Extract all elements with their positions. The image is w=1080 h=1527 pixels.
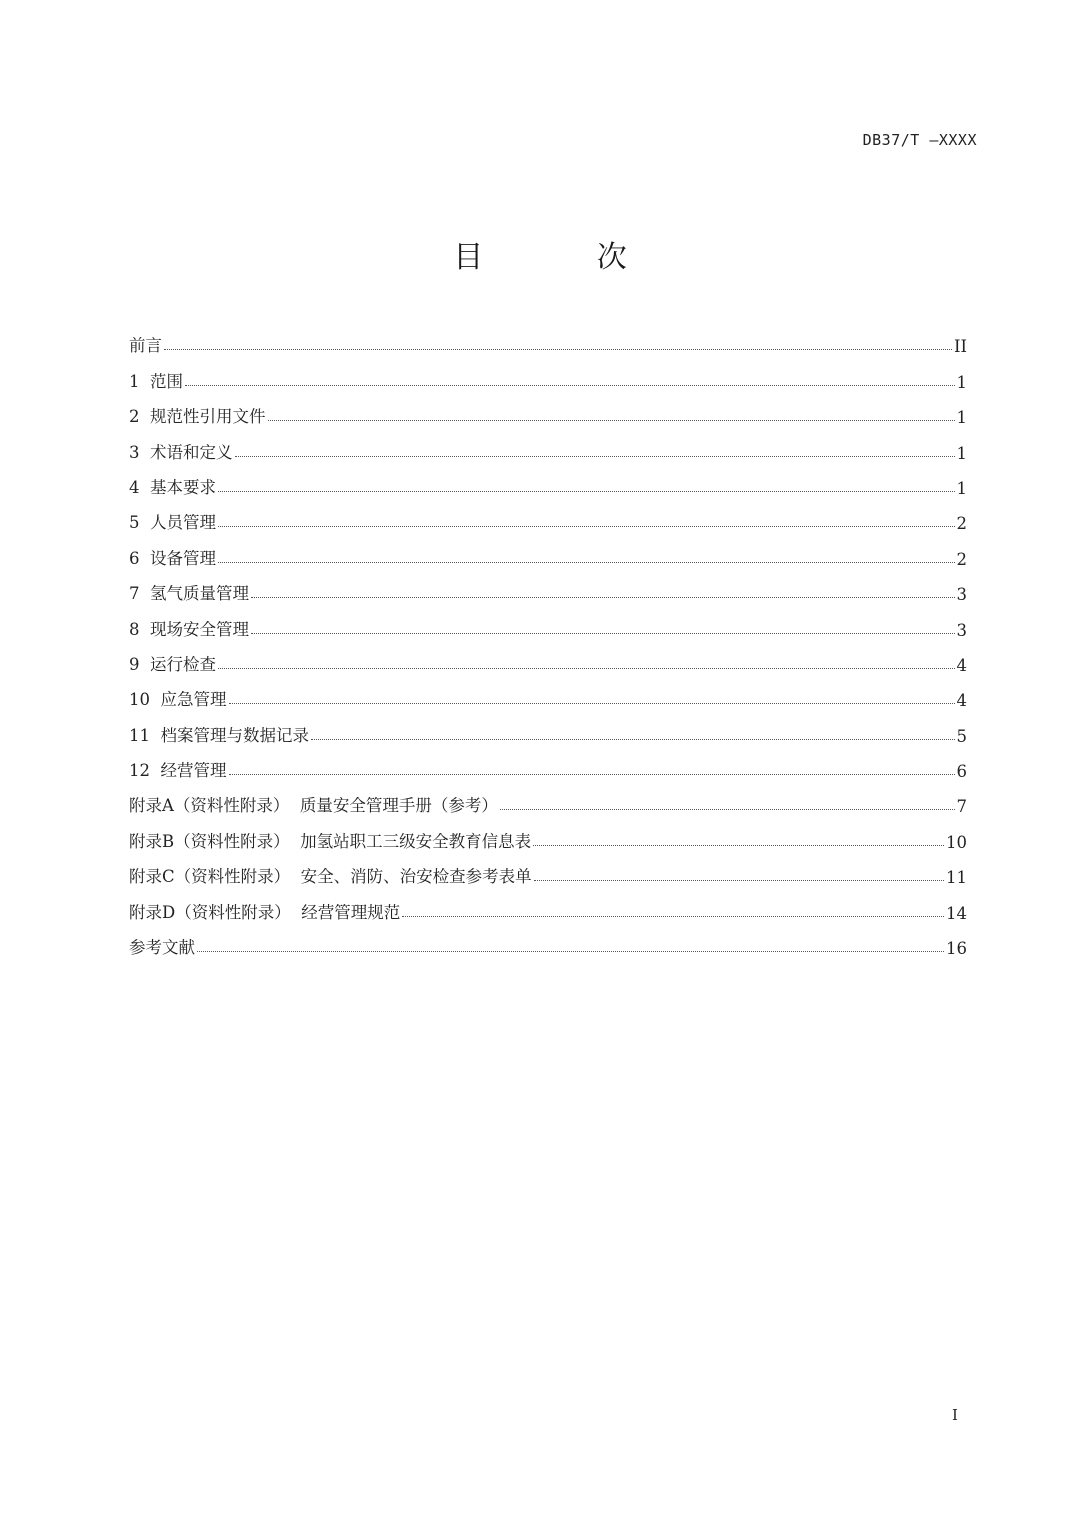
toc-entry-page: II [953,337,967,357]
toc-entry-label: 前言 [129,336,162,356]
dot-leader [534,879,944,881]
dot-leader [164,348,952,350]
toc-entry-label: 6 设备管理 [129,548,216,568]
toc-entry-4[interactable] [129,463,967,498]
dot-leader [500,808,955,810]
toc-entry-label: 7 氢气质量管理 [129,584,249,604]
toc-entry-10[interactable] [129,675,967,710]
toc-entry-6[interactable] [129,533,967,568]
toc-entry-page: 1 [956,372,967,392]
dot-leader [402,915,944,917]
dot-leader [229,702,955,704]
toc-entry-label: 12 经营管理 [129,761,227,781]
toc-entry-2[interactable] [129,392,967,427]
toc-entry-8[interactable] [129,604,967,639]
dot-leader [218,490,955,492]
toc-entry-label: 附录C（资料性附录） 安全、消防、治安检查参考表单 [129,867,532,887]
document-code: DB37/T —XXXX [862,131,977,149]
toc-entry-page: 5 [956,726,967,746]
toc-entry-page: 1 [956,478,967,498]
toc-entry-label: 1 范围 [129,371,183,391]
toc-entry-label: 11 档案管理与数据记录 [129,725,309,745]
toc-entry-page: 6 [956,762,967,782]
toc-entry-foreword[interactable] [129,321,967,356]
dot-leader [311,738,955,740]
toc-entry-references[interactable] [129,923,967,958]
toc-entry-page: 7 [956,797,967,817]
toc-entry-page: 3 [956,585,967,605]
toc-entry-page: 1 [956,408,967,428]
toc-entry-5[interactable] [129,498,967,533]
toc-entry-appendix-a[interactable] [129,781,967,816]
toc-entry-appendix-c[interactable] [129,852,967,887]
toc-entry-11[interactable] [129,710,967,745]
toc-entry-page: 10 [946,832,967,852]
dot-leader [185,384,955,386]
dot-leader [533,844,944,846]
dot-leader [218,525,955,527]
toc-entry-appendix-b[interactable] [129,816,967,851]
dot-leader [197,950,944,952]
toc-entry-label: 9 运行检查 [129,654,216,674]
dot-leader [251,596,955,598]
toc-entry-page: 11 [946,868,967,888]
toc-entry-label: 附录D（资料性附录） 经营管理规范 [129,902,401,922]
toc-entry-page: 16 [946,939,967,959]
toc-entry-label: 5 人员管理 [129,513,216,533]
toc-entry-9[interactable] [129,640,967,675]
dot-leader [218,561,955,563]
dot-leader [218,667,955,669]
toc-entry-page: 14 [946,903,967,923]
toc-entry-appendix-d[interactable] [129,887,967,922]
toc-entry-page: 2 [956,514,967,534]
dot-leader [235,455,955,457]
toc-entry-label: 10 应急管理 [129,690,227,710]
table-of-contents [129,321,967,958]
toc-entry-label: 参考文献 [129,938,195,958]
toc-entry-3[interactable] [129,427,967,462]
toc-entry-label: 附录A（资料性附录） 质量安全管理手册（参考） [129,796,498,816]
toc-entry-label: 3 术语和定义 [129,442,233,462]
dot-leader [268,419,955,421]
page-number: I [952,1406,958,1424]
toc-entry-label: 8 现场安全管理 [129,619,249,639]
toc-entry-page: 2 [956,549,967,569]
toc-entry-12[interactable] [129,746,967,781]
toc-entry-label: 4 基本要求 [129,477,216,497]
toc-entry-label: 2 规范性引用文件 [129,407,266,427]
toc-entry-page: 4 [956,655,967,675]
toc-entry-label: 附录B（资料性附录） 加氢站职工三级安全教育信息表 [129,831,532,851]
dot-leader [251,632,955,634]
page-title: 目 次 [453,240,679,275]
toc-entry-page: 3 [956,620,967,640]
toc-entry-page: 4 [956,691,967,711]
toc-entry-1[interactable] [129,356,967,391]
toc-entry-7[interactable] [129,569,967,604]
toc-entry-page: 1 [956,443,967,463]
dot-leader [229,773,955,775]
